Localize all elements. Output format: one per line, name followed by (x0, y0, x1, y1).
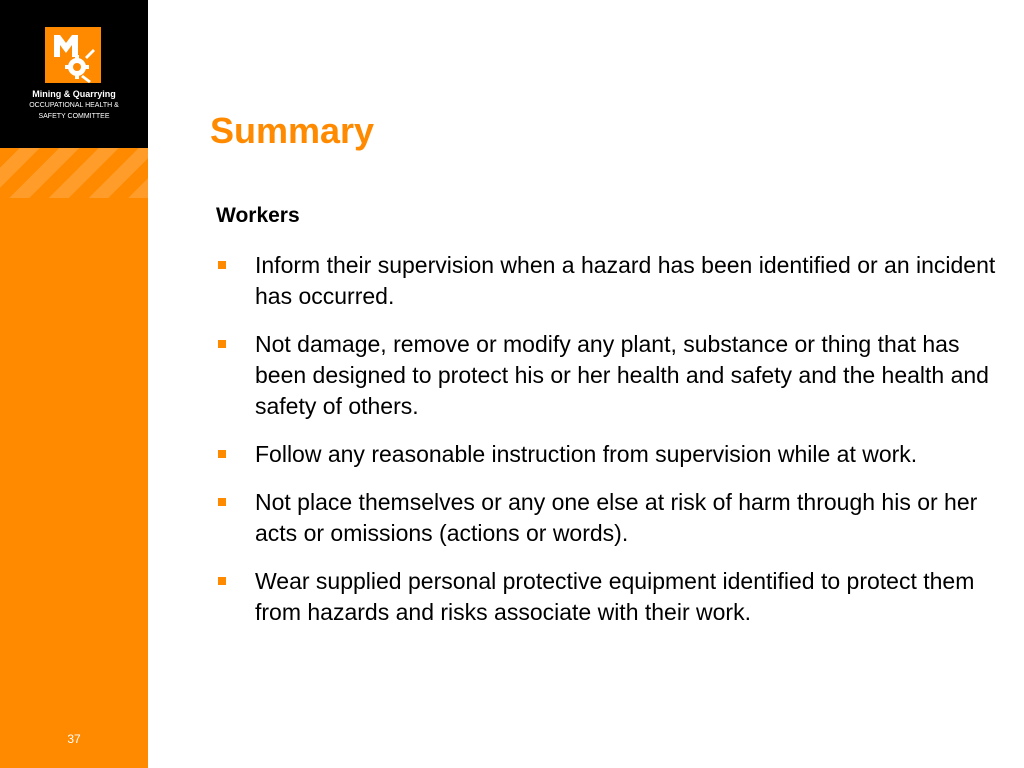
sidebar (0, 0, 148, 768)
bullet-item (216, 250, 996, 312)
bullet-text: Inform their supervision when a hazard has been identified or an incident has occurred. (255, 252, 996, 309)
page-number: 37 (67, 732, 81, 746)
square-bullet-icon (218, 577, 226, 585)
bullet-item (216, 566, 996, 628)
bullet-item (216, 329, 996, 422)
org-name: Mining & Quarrying (32, 89, 116, 99)
org-name-block (0, 89, 148, 122)
bullet-item (216, 439, 996, 470)
square-bullet-icon (218, 261, 226, 269)
square-bullet-icon (218, 498, 226, 506)
bullet-text: Not damage, remove or modify any plant, substance or thing that has been designed to protect his or her health and safety and the health and safety of others. (255, 331, 989, 419)
square-bullet-icon (218, 450, 226, 458)
org-line-3: SAFETY COMMITTEE (38, 113, 110, 120)
section-heading: Workers (216, 204, 300, 227)
bullet-text: Not place themselves or any one else at risk of harm through his or her acts or omissions (actions or words). (255, 489, 978, 546)
bullet-text: Follow any reasonable instruction from supervision while at work. (255, 441, 918, 467)
org-line-2: OCCUPATIONAL HEALTH & (29, 102, 119, 109)
slide-title: Summary (210, 110, 375, 151)
bullet-item (216, 487, 996, 549)
mq-logo-icon (45, 27, 101, 83)
square-bullet-icon (218, 340, 226, 348)
bullet-text: Wear supplied personal protective equipment identified to protect them from hazards and risks associate with their work. (255, 568, 975, 625)
bullet-list (216, 250, 996, 645)
sidebar-stripes (0, 148, 148, 198)
sidebar-header (0, 0, 148, 148)
